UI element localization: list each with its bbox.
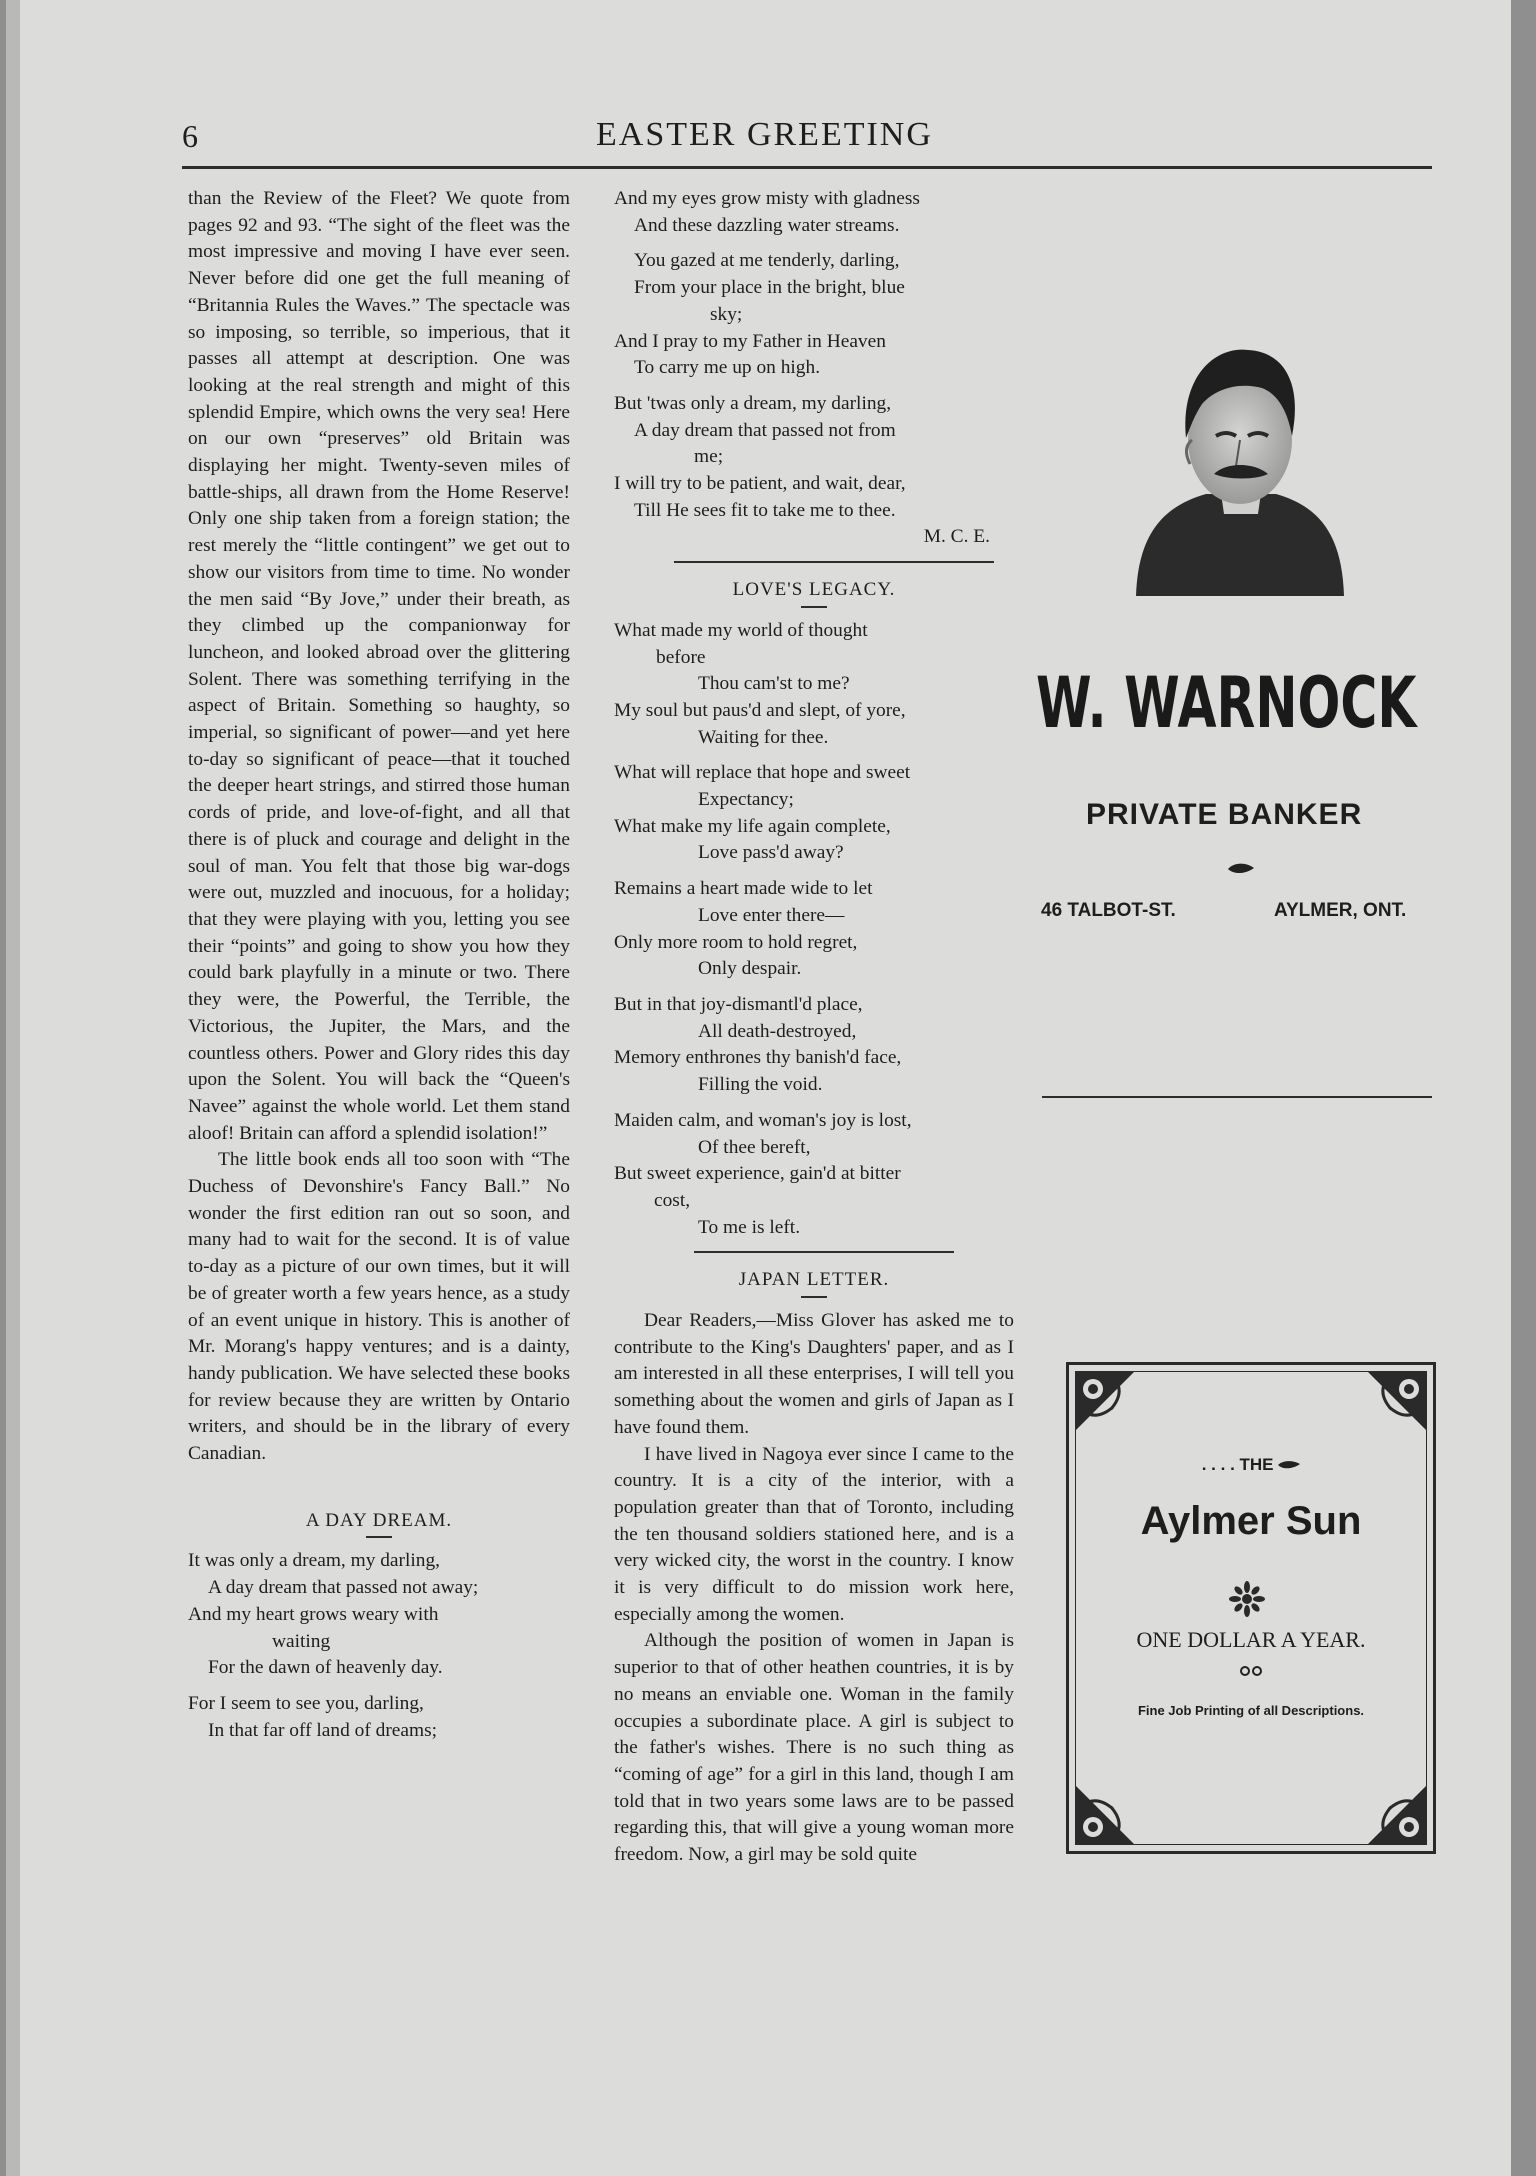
column-2 — [614, 186, 1014, 1869]
poem-line: A day dream that passed not away; — [208, 1577, 479, 1599]
title-dash — [801, 606, 827, 608]
japan-paragraph-3: Although the position of women in Japan is superior to that of other heathen countries, it is by no means an enviable one. Woman in the family occupies a subordinate place. A girl is subject to the father's wishes. There is no such thing as “coming of age” for a girl in this land, though I am told that in two years some laws are to be passed regarding this, that will give a young woman more freedom. Now, a girl may be sold quite — [614, 1630, 1014, 1866]
poem-line: Maiden calm, and woman's joy is lost, — [614, 1109, 912, 1131]
poem-line: Waiting for thee. — [698, 726, 829, 748]
day-dream-poem — [188, 1548, 570, 1744]
flower-ornament-icon — [1229, 1581, 1265, 1617]
page-number: 6 — [182, 118, 198, 154]
poem-line: Till He sees fit to take me to thee. — [634, 499, 896, 521]
title-dash — [801, 1296, 827, 1298]
loves-legacy-poem — [614, 618, 1014, 1241]
poem-line: I will try to be patient, and wait, dear, — [614, 473, 906, 495]
poem-line: Of thee bereft, — [698, 1136, 811, 1158]
dot-ornament-icon — [1239, 1666, 1263, 1676]
poem-signature: M. C. E. — [923, 526, 990, 548]
banker-title: PRIVATE BANKER — [1086, 798, 1363, 831]
poem-line: My soul but paus'd and slept, of yore, — [614, 699, 906, 721]
review-paragraph-2: The little book ends all too soon with “The Duchess of Devonshire's Fancy Ball.” No wonder the first edition ran out so soon, and many had to wait for the second. It is of value to-day as a picture of our own times, but it will be of greater worth a few years hence, as a study of an event unique in history. This is another of Mr. Morang's happy ventures; and is a dainty, handy publication. We have selected these books for review because they are written by Ontario writers, and should be in the library of every Canadian. — [188, 1149, 570, 1465]
poem-line: sky; — [710, 303, 743, 325]
poem-line: What will replace that hope and sweet — [614, 762, 911, 784]
poem-line: before — [656, 646, 706, 668]
sun-ad-the — [1069, 1455, 1433, 1475]
poem-line: From your place in the bright, blue — [634, 277, 905, 299]
poem-line: And these dazzling water streams. — [634, 214, 900, 236]
poem-line: What make my life again complete, — [614, 815, 891, 837]
corner-ornament-icon — [1349, 1371, 1427, 1449]
day-dream-title: A DAY DREAM. — [305, 1509, 453, 1531]
poem-line: In that far off land of dreams; — [208, 1719, 438, 1741]
section-rule — [674, 561, 994, 563]
header-rule — [182, 166, 1432, 169]
poem-line: And my eyes grow misty with gladness — [614, 188, 920, 209]
poem-line: me; — [694, 446, 724, 468]
review-paragraph-1: than the Review of the Fleet? We quote from pages 92 and 93. “The sight of the fleet was the most impressive and moving I have ever seen. Never before did one get the full meaning of “Britannia Rules the Waves.” The spectacle was so imposing, so terrible, so imperious, that it passes all attempt at description. One was looking at the real strength and might of this splendid Empire, which owns the very sea! Here on our own “preserves” old Britain was displaying her might. Twenty-seven miles of battle-ships, all drawn from the Home Reserve! Only one ship taken from a foreign station; the rest merely the “little contingent” we get out to show our visitors from time to time. No wonder the men said “By Jove,” under their breath, as they climbed up the companionway for luncheon, and looked abroad over the glittering Solent. There was something terrifying in the aspect of Britain. Something so haughty, so imperial, so significant of power—and yet here to-day so significant of peace—that it touched the deeper heart strings, and stirred those human cords of pride, and love-of-fight, and all that there is of pluck and courage and delight in the soul of man. You felt that those big war-dogs were out, muzzled and inocuous, for a holiday; that they were playing with you, letting you see their “points” and going to show you how they could bark playfully in a minute or two. There they were, the Powerful, the Terrible, the Victorious, the Jupiter, the Mars, and the countless others. Power and Glory rides this day upon the Solent. You will back the “Queen's Navee” against the whole world. Let them stand aloof! Britain can afford a splendid isolation!” — [188, 188, 570, 1144]
poem-line: Only more room to hold regret, — [614, 931, 858, 953]
poem-line: For I seem to see you, darling, — [188, 1692, 424, 1714]
japan-paragraph-2: I have lived in Nagoya ever since I came to the country. It is a city of the interior, with a population greater than that of Toronto, including the ten thousand soldiers stationed here, and is a very wicked city, the worst in the country. I know it is very difficult to do mission work here, especially among the women. — [614, 1443, 1014, 1625]
leaf-ornament-icon — [1228, 862, 1254, 876]
banker-street: 46 TALBOT-ST. — [1041, 900, 1176, 921]
day-dream-continued — [614, 186, 1014, 524]
title-dash — [366, 1536, 392, 1538]
poem-line: A day dream that passed not from — [634, 419, 896, 441]
poem-line: To carry me up on high. — [634, 357, 821, 379]
poem-line: All death-destroyed, — [698, 1020, 857, 1042]
poem-line: Love pass'd away? — [698, 842, 844, 864]
newspaper-page — [6, 0, 1511, 2176]
ad-divider-rule — [1042, 1096, 1432, 1098]
poem-line: Remains a heart made wide to let — [614, 878, 873, 900]
poem-line: waiting — [272, 1630, 331, 1652]
loves-legacy-title: LOVE'S LEGACY. — [732, 579, 896, 601]
running-head: EASTER GREETING — [596, 116, 933, 153]
poem-line: But 'twas only a dream, my darling, — [614, 392, 892, 414]
sun-ad-job-printing: Fine Job Printing of all Descriptions. — [1137, 1703, 1365, 1718]
banker-city: AYLMER, ONT. — [1274, 900, 1407, 921]
corner-ornament-icon — [1075, 1371, 1153, 1449]
poem-line: What made my world of thought — [614, 619, 868, 641]
corner-ornament-icon — [1349, 1767, 1427, 1845]
poem-line: It was only a dream, my darling, — [188, 1550, 441, 1572]
japan-letter-title: JAPAN LETTER. — [738, 1269, 890, 1291]
corner-ornament-icon — [1075, 1767, 1153, 1845]
poem-line: And I pray to my Father in Heaven — [614, 330, 886, 352]
section-rule — [694, 1251, 954, 1253]
japan-paragraph-1: Dear Readers,—Miss Glover has asked me to contribute to the King's Daughters' paper, and as I am interested in all these enterprises, I will tell you something about the women and girls of Japan as I have found them. — [614, 1310, 1014, 1438]
sun-ad-name: Aylmer Sun — [1140, 1499, 1362, 1543]
poem-line: But in that joy-dismantl'd place, — [614, 993, 863, 1015]
aylmer-sun-ad — [1066, 1362, 1436, 1854]
sun-ad-the-text: . . . . THE — [1201, 1455, 1274, 1474]
poem-line: Filling the void. — [698, 1074, 823, 1096]
poem-line: For the dawn of heavenly day. — [208, 1657, 443, 1679]
banker-name: W. WARNOCK — [1036, 662, 1417, 744]
poem-line: But sweet experience, gain'd at bitter — [614, 1163, 901, 1185]
banker-portrait-image — [1136, 328, 1346, 608]
poem-line: Thou cam'st to me? — [698, 673, 850, 695]
poem-line: You gazed at me tenderly, darling, — [634, 250, 900, 272]
sun-ad-ornament — [1069, 1665, 1433, 1681]
poem-line: And my heart grows weary with — [188, 1603, 439, 1625]
poem-line: Memory enthrones thy banish'd face, — [614, 1047, 902, 1069]
poem-line: Expectancy; — [698, 789, 794, 811]
sun-ad-price: ONE DOLLAR A YEAR. — [1136, 1627, 1366, 1652]
poem-line: Only despair. — [698, 958, 802, 980]
poem-line: To me is left. — [698, 1216, 801, 1238]
column-1 — [188, 186, 570, 1744]
leaf-ornament-icon — [1278, 1460, 1300, 1470]
poem-line: cost, — [654, 1189, 691, 1211]
poem-line: Love enter there— — [698, 904, 845, 926]
